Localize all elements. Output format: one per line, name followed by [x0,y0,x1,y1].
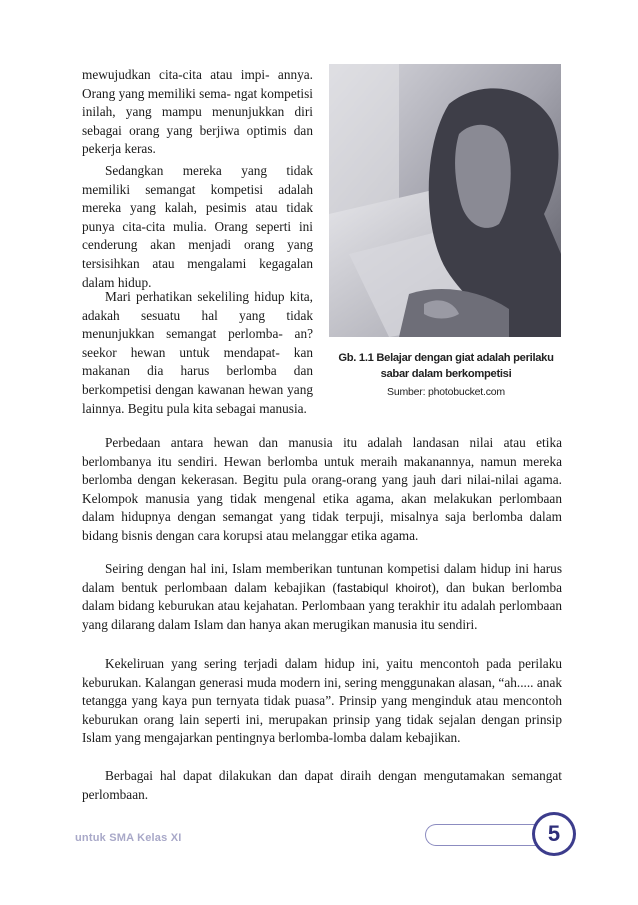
caption-line-2: sabar dalam berkompetisi [380,368,512,380]
student-studying-image [329,64,561,337]
paragraph-7: Berbagai hal dapat dilakukan dan dapat diraih dengan mengutamakan semangat perlombaan. [82,768,562,802]
book-label: untuk SMA Kelas XI [75,832,182,844]
arabic-term: fastabiqul khoirot [336,580,432,595]
paragraph-4: Perbedaan antara hewan dan manusia itu adalah landasan nilai atau etika berlombanya itu sendiri. Hewan berlomba untuk meraih makanannya, namun mereka berlomba dengan kekerasan. Begitu pula orang-orang yang jauh dari nilai-nilai agama. Kelompok manusia yang tidak mengenal etika agama, akan melakukan perlombaan dalam hidupnya dengan semangat yang tidak terpuji, misalnya saja berlomba dalam bidang bisnis dengan cara korupsi atau melanggar etika agama. [82,435,562,543]
paragraph-1: mewujudkan cita-cita atau impi- annya. Orang yang memiliki sema- ngat kompetisi inilah, yang mampu menunjukkan diri sebagai orang yang berjiwa optimis dan pekerja keras. [82,67,313,157]
figure-caption [325,350,567,382]
figure-photo [329,64,561,337]
paragraph-3: Mari perhatikan sekeliling hidup kita, adakah sesuatu hal yang tidak menunjukkan semangat perlomba- an? seekor hewan untuk mendapat- kan makanan dia harus berlomba dan berkompetisi dengan kawanan hewan yang lainnya. Begitu pula kita sebagai manusia. [82,289,313,416]
figure-source: Sumber: photobucket.com [387,386,505,398]
paragraph-5-text-a: Seiring dengan hal ini, Islam memberikan tuntunan kompetisi dalam hidup ini harus dalam bentuk perlombaan dalam kebajikan ( [82,561,562,595]
page-number: 5 [535,815,573,853]
paragraph-2: Sedangkan mereka yang tidak memiliki semangat kompetisi adalah mereka yang kalah, pesimis atau tidak punya cita-cita mulia. Orang seperti ini cenderung akan menjadi orang yang tersisihkan atau mengalami kegagalan dalam hidup. [82,163,313,290]
paragraph-6: Kekeliruan yang sering terjadi dalam hidup ini, yaitu mencontoh pada perilaku keburukan. Kalangan generasi muda modern ini, sering menggunakan alasan, “ah..... anak tetangga yang kaya pun ternyata tidak puasa”. Prinsip yang menginduk atau mencontoh keburukan orang lain seperti ini, merupakan prinsip yang tidak sejalan dengan prinsip Islam yang mengajarkan pentingnya berlomba-lomba dalam kebajikan. [82,656,562,746]
paragraph-5 [82,560,562,634]
caption-line-1: Gb. 1.1 Belajar dengan giat adalah perilaku [338,352,554,364]
footer-bar [425,824,537,846]
paragraph-5-text-b: ), dan bukan berlomba dalam bidang keburukan atau kejahatan. Perlombaan yang terakhir itu adalah perlombaan yang dilarang dalam Islam dan hanya akan merugikan manusia itu sendiri. [82,579,562,632]
